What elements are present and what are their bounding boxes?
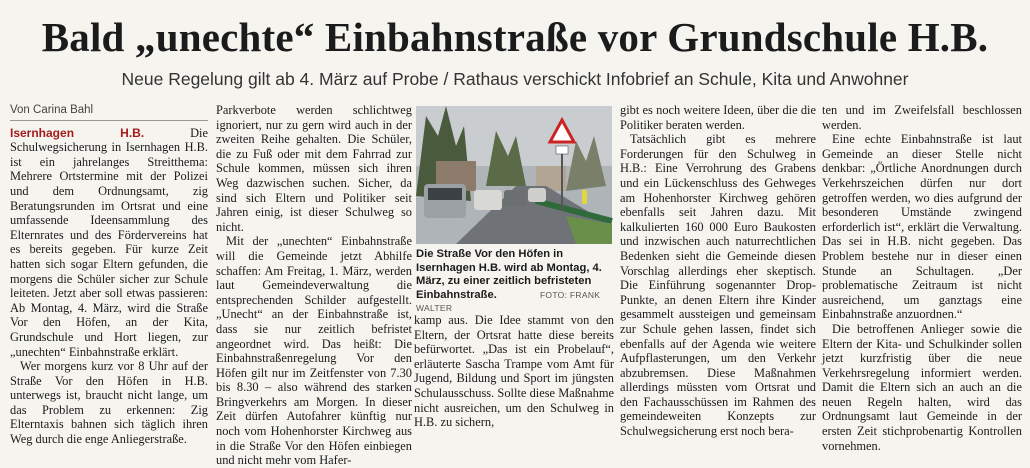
article-column-3 xyxy=(414,313,614,437)
paragraph-text: Die Schulwegsicherung in Isernhagen H.B. ist ein jahrelanges Streitthema: Mehrere Ortstermine mit der Polizei und dem Ordnungsamt, zig Beratungsrunden im Ortsrat und eine umfassende Ideensammlung des Elternrates und des Fördervereins hat es bereits gegeben. Für kurze Zeit hatten sich sogar Eltern gefunden, die morgens die Schüler sicher zur Schule leiteten. Jetzt aber soll etwas passieren: Ab Montag, 4. März, wird die Straße Vor den Höfen, an der Kita, Grundschule und Hort liegen, zur „unechten“ Einbahnstraße erklärt. xyxy=(10,125,208,359)
paragraph: Eine echte Einbahnstraße ist laut Gemeinde an dieser Stelle nicht denkbar: „Örtliche Anordnungen durch Verkehrszeichen dürfen nur dort getroffen werden, wo dies aufgrund der besonderen Umstände zwingend erforderlich ist“, erklärt die Verwaltung. Das sei in H.B. nicht gegeben. Das Problem bestehe nur in dieser einen Stunde an Schultagen. „Der problematische Zeitraum ist nicht ausreichend, um ganztags eine Einbahnstraße anzuordnen.“ xyxy=(822,132,1022,322)
paragraph: Tatsächlich gibt es mehrere Forderungen für den Schulweg in H.B.: Eine Verrohrung des Grabens und ein Lückenschluss des Gehweges am Hohenhorster Kirchweg gehören ebenfalls seit Jahren dazu. Mit kalkulierten 160 000 Euro Baukosten und inzwischen auch naturrechtlichen Bedenken sieht die Gemeinde diesen Vorschlag allerdings eher skeptisch. Die Einführung sogenannter Drop-Punkte, an denen Eltern ihre Kinder gesammelt aussteigen und gemeinsam zur Schule gehen lassen, findet sich ebenfalls auf der Agenda wie weitere Aufpflasterungen, um den Verkehr abzubremsen. Diese Maßnahmen allerdings müssten vom Ortsrat und den Fachausschüssen im Rahmen des gemeindeweiten Konzepts zur Schulwegsicherung erst noch bera- xyxy=(620,132,816,439)
caption-text: Die Straße Vor den Höfen in Isernhagen H.B. wird ab Montag, 4. März, zu einer zeitlich befristeten Einbahnstraße. xyxy=(416,248,602,301)
paragraph: Mit der „unechten“ Einbahnstraße will die Gemeinde jetzt Abhilfe schaffen: Am Freitag, 1. März, werden laut Gemeindeverwaltung die entsprechenden Schilder aufgestellt. „Unecht“ an der Einbahnstraße ist, dass sie nur zeitlich befristet angeordnet wird. Das heißt: Die Einbahnstraßenregelung Vor den Höfen gilt nur im Zeitfenster von 7.30 bis 8.30 – also während des starken Bringverkehrs am Morgen. In dieser Zeit dürfen Autofahrer künftig nur noch vom Hohenhorster Kirchweg aus in die Straße Vor den Höfen einbiegen und nicht mehr vom Hafer- xyxy=(216,234,412,468)
byline: Von Carina Bahl xyxy=(10,103,208,121)
street-photo xyxy=(416,106,612,244)
paragraph: kamp aus. Die Idee stammt von den Eltern, der Ortsrat hatte diese bereits befürwortet. „Das ist ein Probelauf“, erläuterte Sascha Trampe vom Amt für Jugend, Bildung und Sport im jüngsten Schulausschuss. Sollte diese Maßnahme nicht ausreichen, um den Schulweg in H.B. zu sichern, xyxy=(414,313,614,430)
paragraph: Parkverbote werden schlichtweg ignoriert, nur zu gern wird auch in der zweiten Reihe gehalten. Die Schüler, die zu Fuß oder mit dem Fahrrad zur Schule kommen, müssen sich ihren Weg dazwischen suchen. Sicher, da sind sich Eltern und Politiker seit Jahren einig, ist dieser Schulweg so nicht. xyxy=(216,103,412,234)
paragraph: gibt es noch weitere Ideen, über die die Politiker beraten werden. xyxy=(620,103,816,132)
subheadline: Neue Regelung gilt ab 4. März auf Probe / Rathaus verschickt Infobrief an Schule, Kita und Anwohner xyxy=(121,69,909,89)
article-column-2 xyxy=(216,103,412,468)
paragraph xyxy=(10,126,208,360)
paragraph: ten und im Zweifelsfall beschlossen werden. xyxy=(822,103,1022,132)
dateline: Isernhagen H.B. xyxy=(10,125,145,140)
photo-caption xyxy=(416,248,612,316)
article-column-5 xyxy=(822,103,1022,453)
photo-credit: FOTO: FRANK WALTER xyxy=(416,289,601,313)
headline: Bald „unechte“ Einbahnstraße vor Grundschule H.B. xyxy=(41,14,989,60)
article-column-4 xyxy=(620,103,816,437)
article-column-1 xyxy=(10,103,208,447)
paragraph: Die betroffenen Anlieger sowie die Eltern der Kita- und Schulkinder sollen jetzt kurzfristig über die neue Verkehrsregelung informiert werden. Damit die Eltern sich an auch an die neuen Regeln halten, wird das Ordnungsamt laut Gemeinde in der ersten Zeit stichprobenartig Kontrollen vornehmen. xyxy=(822,321,1022,453)
street-scene-illustration xyxy=(416,106,612,244)
paragraph: Wer morgens kurz vor 8 Uhr auf der Straße Vor den Höfen in H.B. unterwegs ist, braucht nicht lange, um das Problem zu erkennen: Zig Elterntaxis bahnen sich täglich ihren Weg durch die enge Anliegerstraße. xyxy=(10,359,208,447)
